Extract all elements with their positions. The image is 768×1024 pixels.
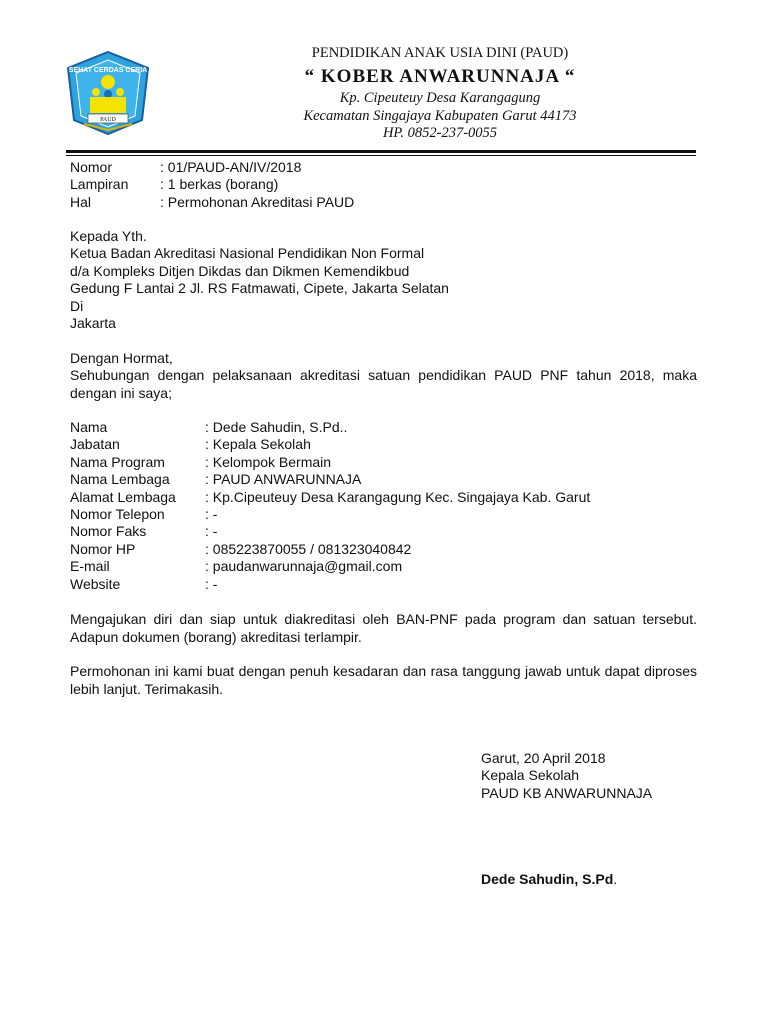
school-logo	[66, 50, 150, 136]
org-type: PENDIDIKAN ANAK USIA DINI (PAUD)	[311, 45, 569, 61]
address-line-2: Kecamatan Singajaya Kabupaten Garut 44173	[303, 108, 577, 124]
address-line-1: Kp. Cipeuteuy Desa Karangagung	[339, 90, 541, 106]
letter-meta: Nomor : 01/PAUD-AN/IV/2018 Lampiran : 1 berkas (borang) Hal : Permohonan Akreditasi PAUD	[70, 159, 355, 210]
paragraph-2: Permohonan ini kami buat dengan penuh kesadaran dan rasa tanggung jawab untuk dapat diproses lebih lanjut. Terimakasih.	[70, 663, 697, 697]
closing-block: Garut, 20 April 2018 Kepala Sekolah PAUD KB ANWARUNNAJA	[481, 750, 653, 801]
intro-paragraph: Sehubungan dengan pelaksanaan akreditasi satuan pendidikan PAUD PNF tahun 2018, maka dengan ini saya;	[70, 367, 697, 401]
header-rule-thin	[66, 155, 696, 156]
recipient-block: Kepada Yth. Ketua Badan Akreditasi Nasional Pendidikan Non Formal d/a Kompleks Ditjen Dikdas dan Dikmen Kemendikbud Gedung F Lantai 2 Jl. RS Fatmawati, Cipete, Jakarta Selatan Di Jakarta	[70, 228, 449, 332]
paragraph-1: Mengajukan diri dan siap untuk diakreditasi oleh BAN-PNF pada program dan satuan tersebut. Adapun dokumen (borang) akreditasi terlampir.	[70, 611, 697, 645]
signer-name: Dede Sahudin, S.Pd.	[481, 871, 618, 887]
header-rule-thick	[66, 150, 696, 153]
greeting: Dengan Hormat,	[70, 350, 173, 366]
org-name: “ KOBER ANWARUNNAJA “	[304, 66, 576, 87]
applicant-details: Nama : Dede Sahudin, S.Pd.. Jabatan : Kepala Sekolah Nama Program : Kelompok Bermain Nama Lembaga : PAUD ANWARUNNAJA Alamat Lembaga : Kp.Cipeuteuy Desa Karangagung Kec. Singajaya Kab. Garut Nomor Telepon : - Nomor Faks : - Nomor HP : 085223870055 / 081323040842 E-mail : paudanwarunnaja@gmail.com Website : -	[70, 419, 591, 592]
svg-text:PAUD: PAUD	[100, 117, 116, 123]
phone: HP. 0852-237-0055	[382, 125, 498, 141]
svg-text:SEHAT CERDAS CERIA: SEHAT CERDAS CERIA	[68, 67, 148, 74]
